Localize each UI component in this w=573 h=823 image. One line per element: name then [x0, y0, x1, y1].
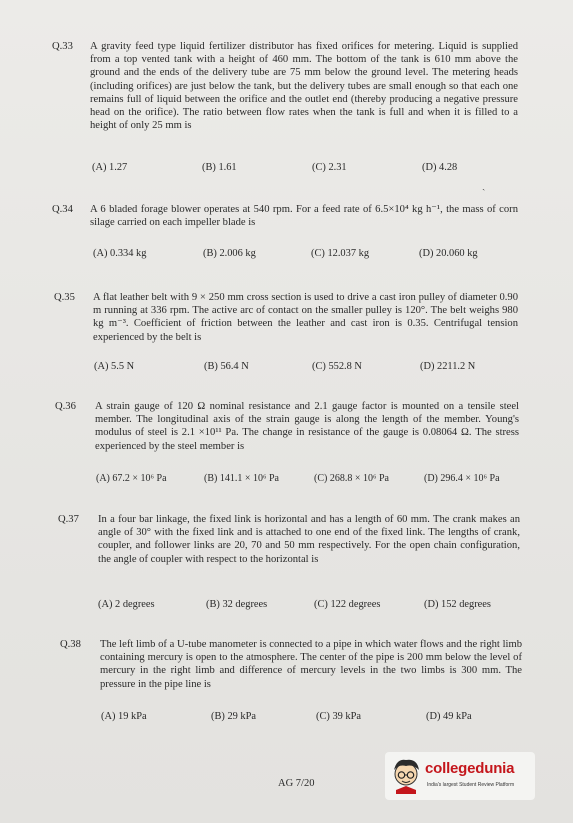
options-q35: [94, 361, 475, 372]
option-d: (D) 2211.2 N: [420, 361, 476, 372]
options-q33: [92, 162, 457, 173]
option-d: (D) 4.28: [422, 162, 458, 173]
option-b: (B) 29 kPa: [211, 711, 257, 722]
option-d: (D) 296.4 × 10⁶ Pa: [424, 473, 500, 484]
question-37: [58, 513, 524, 585]
question-34: [52, 203, 522, 233]
collegedunia-watermark: [385, 752, 535, 800]
option-d: (D) 49 kPa: [426, 711, 472, 722]
option-c: (C) 12.037 kg: [311, 248, 370, 259]
question-35: [54, 291, 522, 349]
option-c: (C) 268.8 × 10⁶ Pa: [314, 473, 389, 484]
option-b: (B) 56.4 N: [204, 361, 249, 372]
question-number: Q.34: [52, 204, 73, 215]
brand-tagline: India's largest Student Review Platform: [427, 782, 515, 788]
mascot-icon: [389, 756, 423, 794]
brand-name: collegedunia: [425, 760, 515, 777]
options-q34: [93, 248, 478, 259]
option-b: (B) 2.006 kg: [203, 248, 256, 259]
option-b: (B) 1.61: [202, 162, 237, 173]
option-c: (C) 2.31: [312, 162, 347, 173]
option-b: (B) 32 degrees: [206, 599, 268, 610]
option-a: (A) 0.334 kg: [93, 248, 147, 259]
question-text: A gravity feed type liquid fertilizer distributor has fixed orifices for metering. Liquid is supplied from a top vented tank with a height of 460 mm. The bottom of the tank is 610 mm above the ground and the ends of the delivery tube are 75 mm below the ground level. The metering heads (including orifices) are just below the tank, but the delivery tubes are small enough so that each one remains full of liquid between the orifice and the outlet end (thereby producing a negative pressure head on the orifice). The ratio between flow rates when the tank is full and when it is filled to a height of only 25 mm is: [90, 41, 518, 132]
question-36: [55, 400, 523, 458]
options-q36: [96, 473, 500, 484]
question-number: Q.33: [52, 41, 73, 52]
options-q37: [98, 599, 491, 610]
option-a: (A) 19 kPa: [101, 711, 147, 722]
options-q38: [101, 711, 472, 722]
option-c: (C) 552.8 N: [312, 361, 362, 372]
question-number: Q.37: [58, 514, 79, 525]
page-number: AG 7/20: [278, 778, 315, 789]
question-text: A strain gauge of 120 Ω nominal resistance and 2.1 gauge factor is mounted on a tensile steel member. The longitudinal axis of the strain gauge is along the length of the member. Young's modulus of steel is 2.1 ×10¹¹ Pa. The change in resistance of the gauge is 0.08064 Ω. The stress experienced by the steel member is: [95, 401, 519, 452]
question-number: Q.36: [55, 401, 76, 412]
question-38: [60, 638, 526, 698]
option-b: (B) 141.1 × 10⁶ Pa: [204, 473, 279, 484]
option-a: (A) 1.27: [92, 162, 128, 173]
question-text: A 6 bladed forage blower operates at 540 rpm. For a feed rate of 6.5×10⁴ kg h⁻¹, the mass of corn silage carried on each impeller blade is: [90, 204, 518, 229]
option-c: (C) 122 degrees: [314, 599, 381, 610]
question-text: A flat leather belt with 9 × 250 mm cross section is used to drive a cast iron pulley of diameter 0.90 m running at 336 rpm. The active arc of contact on the smaller pulley is 120°. The belt weighs 980 kg m⁻³. Coefficient of friction between the leather and cast iron is 0.35. Centrifugal tension experienced by the belt is: [93, 292, 518, 343]
question-number: Q.35: [54, 292, 75, 303]
pen-mark: ˏ: [482, 180, 486, 191]
question-number: Q.38: [60, 639, 81, 650]
option-a: (A) 67.2 × 10⁶ Pa: [96, 473, 167, 484]
option-d: (D) 20.060 kg: [419, 248, 478, 259]
option-c: (C) 39 kPa: [316, 711, 362, 722]
option-a: (A) 2 degrees: [98, 599, 155, 610]
option-a: (A) 5.5 N: [94, 361, 135, 372]
question-text: The left limb of a U-tube manometer is connected to a pipe in which water flows and the right limb containing mercury is open to the atmosphere. The center of the pipe is 200 mm below the level of mercury in the right limb and difference of mercury levels in the two limbs is 300 mm. The pressure in the pipe line is: [100, 639, 522, 690]
question-text: In a four bar linkage, the fixed link is horizontal and has a length of 60 mm. The crank makes an angle of 30° with the fixed link and is attached to one end of the fixed link. The lengths of crank, coupler, and follower links are 20, 70 and 50 mm respectively. For the open chain configuration, the angle of coupler with respect to the horizontal is: [98, 514, 520, 565]
option-d: (D) 152 degrees: [424, 599, 491, 610]
